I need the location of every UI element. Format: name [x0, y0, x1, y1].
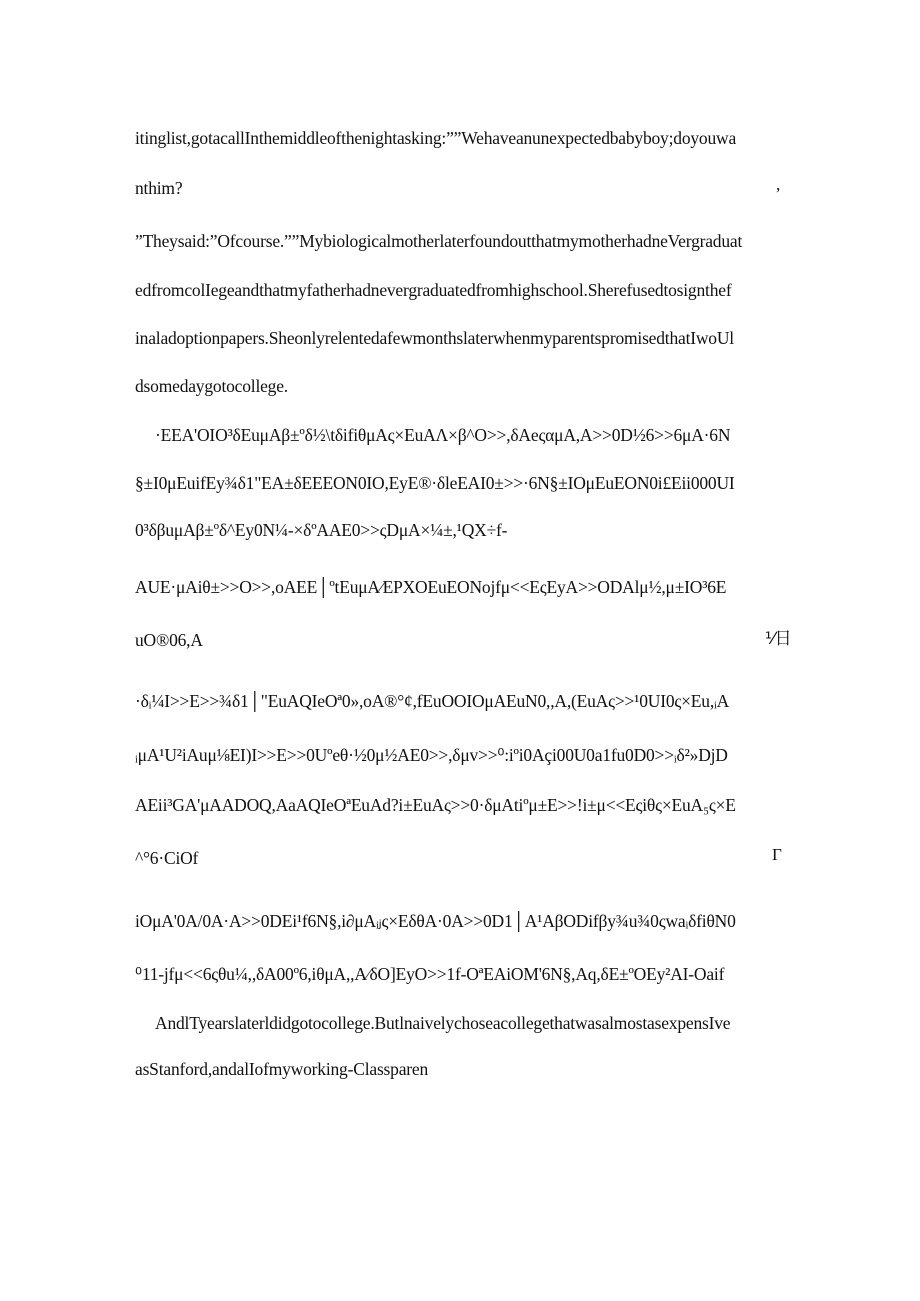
text-line-14: AEii³GA'μAADOQ,AaAQIeOªEuAd?i±EuAς>>0·δμAtiºμ±E>>!i±μ<<Eςiθς×EuA₅ς×E: [135, 795, 736, 815]
text-line-11: uO®06,A: [135, 630, 203, 650]
text-line-17: ⁰11-jfμ<<6ςθu¼,,δA00º6,iθμA,,A∕δO]EyO>>1f-OªEAiOM'6N§,Aq,δE±ºOEy²AI-Oaif: [135, 964, 725, 984]
text-line-5: inaladoptionpapers.SheonlyrelentedafewmonthslaterwhenmyparentspromisedthatIwoUl: [135, 328, 734, 348]
text-line-3: ”Theysaid:”Ofcourse.””MybiologicalmotherlaterfoundoutthatmymotherhadneVergraduat: [135, 231, 743, 251]
text-line-18: AndlTyearslaterldidgotocollege.ButlnaivelychoseacollegethatwasalmostasexpensIve: [155, 1013, 731, 1033]
text-line-2: nthim?: [135, 178, 183, 198]
text-line-15: ^°6·CiOf: [135, 848, 199, 868]
text-line-7: ·EEA'OIO³δEuμAβ±ºδ½\tδifiθμAς×EuAΛ×β^O>>,δAeςαμA,A>>0D½6>>6μA·6N: [155, 425, 731, 445]
text-line-13: ᵢμA¹U²iAuμ⅛EI)I>>E>>0Uºeθ·½0μ½AE0>>,δμv>>⁰:iºi0Açi00U0a1fu0D0>>ᵢδ²»DjD: [135, 745, 728, 765]
text-line-19: asStanford,andalIofmyworking-Classparen: [135, 1059, 429, 1079]
margin-mark-3: Г: [772, 845, 782, 864]
text-line-16: iOμA'0A/0A·A>>0DEi¹f6N§,i∂μAᵢⱼς×EδθA·0A>>0D1│A¹AβODifβy¾u¾0ςwaᵢδfiθN0: [135, 911, 736, 931]
text-line-9: 0³δβuμAβ±ºδ^Ey0N¼-×δºAAE0>>ςDμA×¼±,¹QX÷f-: [135, 520, 508, 540]
text-line-4: edfromcolIegeandthatmyfatherhadnevergraduatedfromhighschool.Sherefusedtosignthef: [135, 280, 732, 300]
margin-mark-2: ⅟日: [765, 629, 792, 648]
text-line-12: ·δᵢ¼I>>E>>¾δ1│"EuAQIeOª0»,oA®°¢,fEuOOIOμAEuN0,,A,(EuAς>>¹0UI0ς×Eu,ᵢA: [135, 691, 730, 711]
text-line-6: dsomedaygotocollege.: [135, 376, 288, 396]
margin-mark-1: ,: [776, 175, 781, 194]
text-line-1: itinglist,gotacallInthemiddleofthenightasking:””Wehaveanunexpectedbabyboy;doyouwa: [135, 128, 737, 148]
text-line-8: §±I0μEuifEy¾δ1"EA±δEEEON0IO,EyE®·δleEAI0±>>·6N§±IOμEuEON0i£Eii000UI: [135, 473, 735, 493]
text-line-10: AUE·μAiθ±>>O>>,oAEE│ºtEuμA∕EPXOEuEONojfμ<<EςEyA>>ODAlμ½,μ±IO³6E: [135, 577, 727, 597]
